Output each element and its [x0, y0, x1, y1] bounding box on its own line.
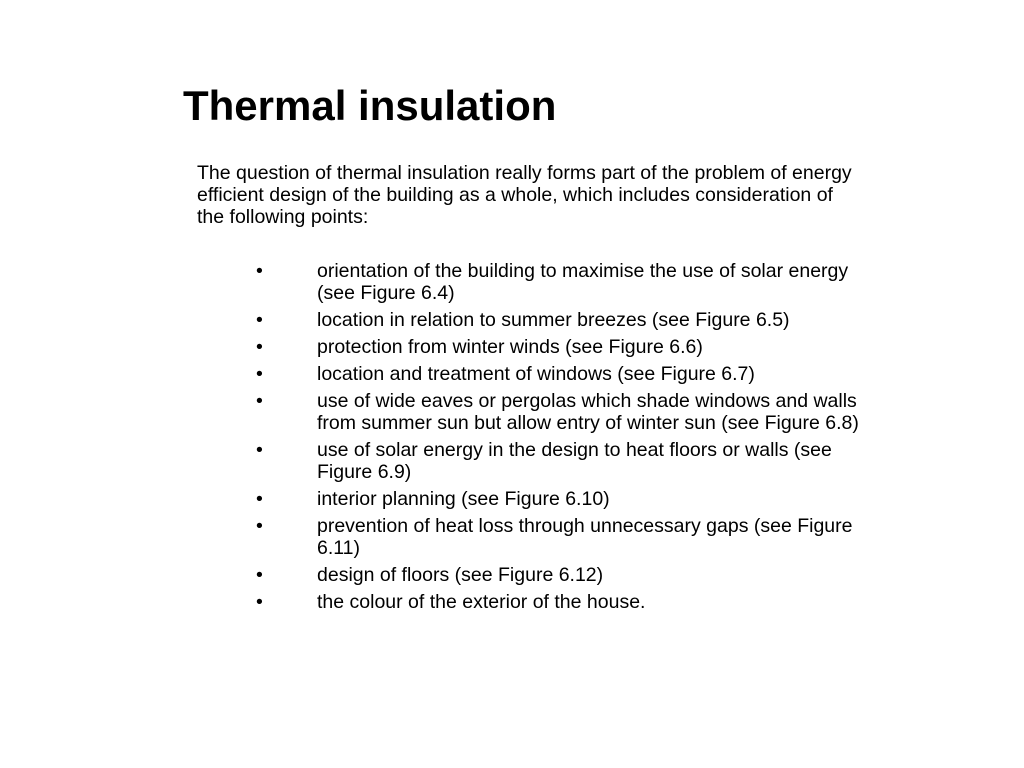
- bullet-line: location in relation to summer breezes (see Figure 6.5): [317, 309, 790, 331]
- bullet-line: (see Figure 6.4): [317, 282, 455, 304]
- bullet-icon: •: [256, 591, 263, 613]
- list-item: [256, 591, 996, 613]
- bullet-list: [256, 260, 996, 618]
- bullet-icon: •: [256, 488, 263, 510]
- list-item: [256, 564, 996, 586]
- list-item: [256, 488, 996, 510]
- bullet-line: 6.11): [317, 537, 360, 559]
- bullet-line: use of wide eaves or pergolas which shade windows and walls: [317, 390, 857, 412]
- bullet-icon: •: [256, 439, 263, 461]
- bullet-line: prevention of heat loss through unnecessary gaps (see Figure: [317, 515, 853, 537]
- bullet-line: protection from winter winds (see Figure 6.6): [317, 336, 703, 358]
- bullet-line: design of floors (see Figure 6.12): [317, 564, 604, 586]
- bullet-line: use of solar energy in the design to heat floors or walls (see: [317, 439, 832, 461]
- bullet-icon: •: [256, 363, 263, 385]
- bullet-text: [317, 488, 610, 510]
- slide-title: Thermal insulation: [183, 82, 557, 129]
- intro-paragraph: [197, 162, 987, 228]
- bullet-text: [317, 309, 790, 331]
- list-item: [256, 439, 996, 483]
- intro-line: the following points:: [197, 206, 369, 228]
- bullet-text: [317, 439, 832, 483]
- bullet-line: the colour of the exterior of the house.: [317, 591, 646, 613]
- bullet-icon: •: [256, 336, 263, 358]
- list-item: [256, 260, 996, 304]
- bullet-icon: •: [256, 515, 263, 537]
- list-item: [256, 309, 996, 331]
- bullet-text: [317, 260, 848, 304]
- intro-line: The question of thermal insulation really forms part of the problem of energy: [197, 162, 852, 184]
- intro-line: efficient design of the building as a whole, which includes consideration of: [197, 184, 833, 206]
- bullet-icon: •: [256, 564, 263, 586]
- bullet-text: [317, 390, 859, 434]
- bullet-text: [317, 515, 853, 559]
- bullet-text: [317, 336, 703, 358]
- list-item: [256, 336, 996, 358]
- bullet-line: Figure 6.9): [317, 461, 412, 483]
- bullet-text: [317, 564, 603, 586]
- bullet-icon: •: [256, 260, 263, 282]
- bullet-line: from summer sun but allow entry of winter sun (see Figure 6.8): [317, 412, 859, 434]
- list-item: [256, 363, 996, 385]
- bullet-text: [317, 363, 755, 385]
- bullet-text: [317, 591, 645, 613]
- bullet-icon: •: [256, 309, 263, 331]
- bullet-line: location and treatment of windows (see Figure 6.7): [317, 363, 755, 385]
- list-item: [256, 390, 996, 434]
- bullet-line: interior planning (see Figure 6.10): [317, 488, 610, 510]
- bullet-line: orientation of the building to maximise the use of solar energy: [317, 260, 849, 282]
- list-item: [256, 515, 996, 559]
- bullet-icon: •: [256, 390, 263, 412]
